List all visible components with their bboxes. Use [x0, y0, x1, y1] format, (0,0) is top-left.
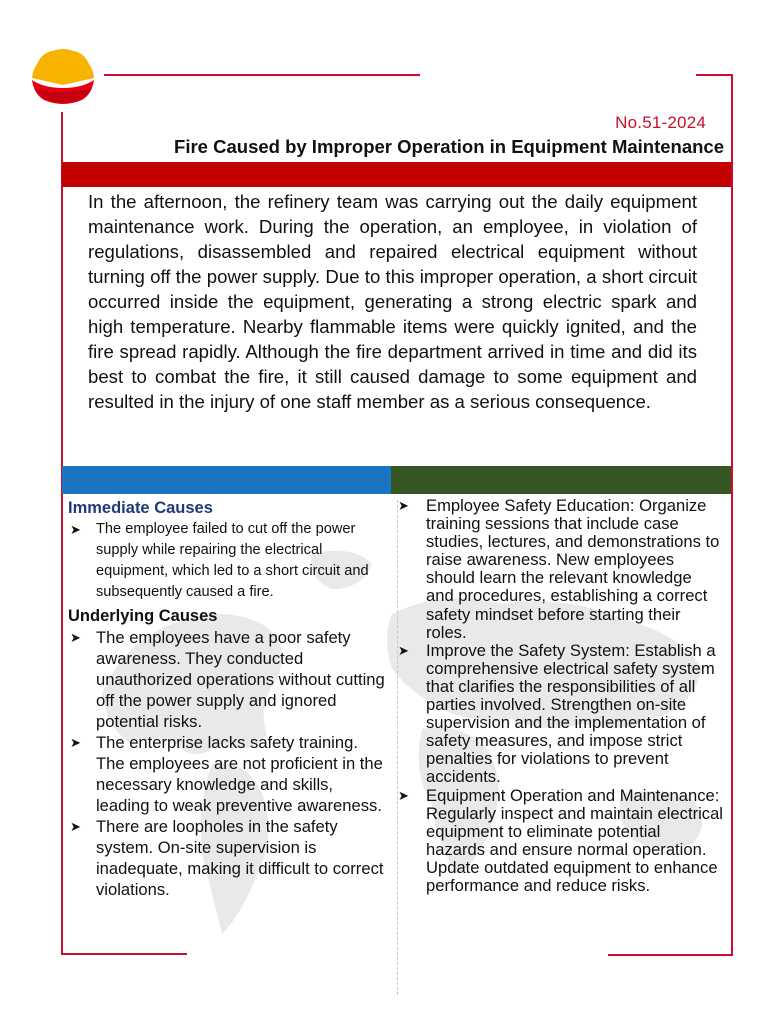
- list-item-text: The enterprise lacks safety training. The employees are not proficient in the necessary knowledge and skills, leading to weak preventive awareness.: [96, 733, 383, 815]
- arrow-bullet-icon: ➤: [398, 642, 409, 658]
- list-item: [68, 816, 388, 900]
- list-item-text: The employees have a poor safety awareness. They conducted unauthorized operations without cutting off the power supply and ignored potential risks.: [96, 628, 385, 731]
- list-item-text: Employee Safety Education: Organize training sessions that include case studies, lectures, and demonstrations to raise awareness. New employees should learn the relevant knowledge and procedures, establishing a correct safety mindset before starting their roles.: [426, 496, 720, 642]
- list-item: [68, 732, 388, 816]
- list-item-text: The employee failed to cut off the power supply while repairing the electrical equipment, which led to a short circuit and subsequently caused a fire.: [96, 521, 369, 600]
- measures-section-band: [391, 466, 731, 494]
- measures-column: [398, 497, 723, 895]
- causes-section-band: [62, 466, 391, 494]
- document-number: No.51-2024: [615, 113, 706, 132]
- frame-top-right-line: [696, 74, 733, 76]
- list-item: [398, 497, 723, 642]
- arrow-bullet-icon: ➤: [70, 630, 81, 645]
- list-item: [68, 627, 388, 732]
- underlying-causes-list: [68, 627, 388, 900]
- list-item: [398, 642, 723, 787]
- underlying-causes-heading: Underlying Causes: [68, 607, 218, 625]
- title-band: [62, 162, 731, 187]
- immediate-causes-heading: Immediate Causes: [68, 499, 213, 517]
- arrow-bullet-icon: ➤: [70, 819, 81, 834]
- measures-list: [398, 497, 723, 895]
- document-title: Fire Caused by Improper Operation in Equipment Maintenance: [174, 136, 724, 157]
- company-logo: [30, 44, 96, 106]
- immediate-causes-list: [68, 519, 388, 603]
- arrow-bullet-icon: ➤: [398, 498, 409, 513]
- frame-right-line: [731, 74, 733, 956]
- arrow-bullet-icon: ➤: [398, 787, 409, 803]
- incident-description: In the afternoon, the refinery team was carrying out the daily equipment maintenance work. During the operation, an employee, in violation of regulations, disassembled and repaired electrical equipment without turning off the power supply. Due to this improper operation, a short circuit occurred inside the equipment, generating a strong electric spark and high temperature. Nearby flammable items were quickly ignited, and the fire spread rapidly. Although the fire department arrived in time and did its best to combat the fire, it still caused damage to some equipment and resulted in the injury of one staff member as a serious consequence.: [88, 191, 697, 412]
- list-item-text: Equipment Operation and Maintenance: Regularly inspect and maintain electrical equipment to eliminate potential hazards and ensure normal operation. Update outdated equipment to enhance performance and reduce risks.: [426, 785, 723, 895]
- list-item: [398, 787, 723, 896]
- frame-top-left-line: [104, 74, 420, 76]
- list-item: [68, 519, 388, 603]
- causes-column: [68, 497, 388, 900]
- arrow-bullet-icon: ➤: [70, 522, 81, 537]
- list-item-text: There are loopholes in the safety system. On-site supervision is inadequate, making it difficult to correct violations.: [96, 817, 384, 899]
- arrow-bullet-icon: ➤: [70, 735, 81, 750]
- list-item-text: Improve the Safety System: Establish a comprehensive electrical safety system that clarifies the responsibilities of all parties involved. Strengthen on-site supervision and the implementation of safety measures, and impose strict penalties for violations to prevent accidents.: [426, 640, 716, 787]
